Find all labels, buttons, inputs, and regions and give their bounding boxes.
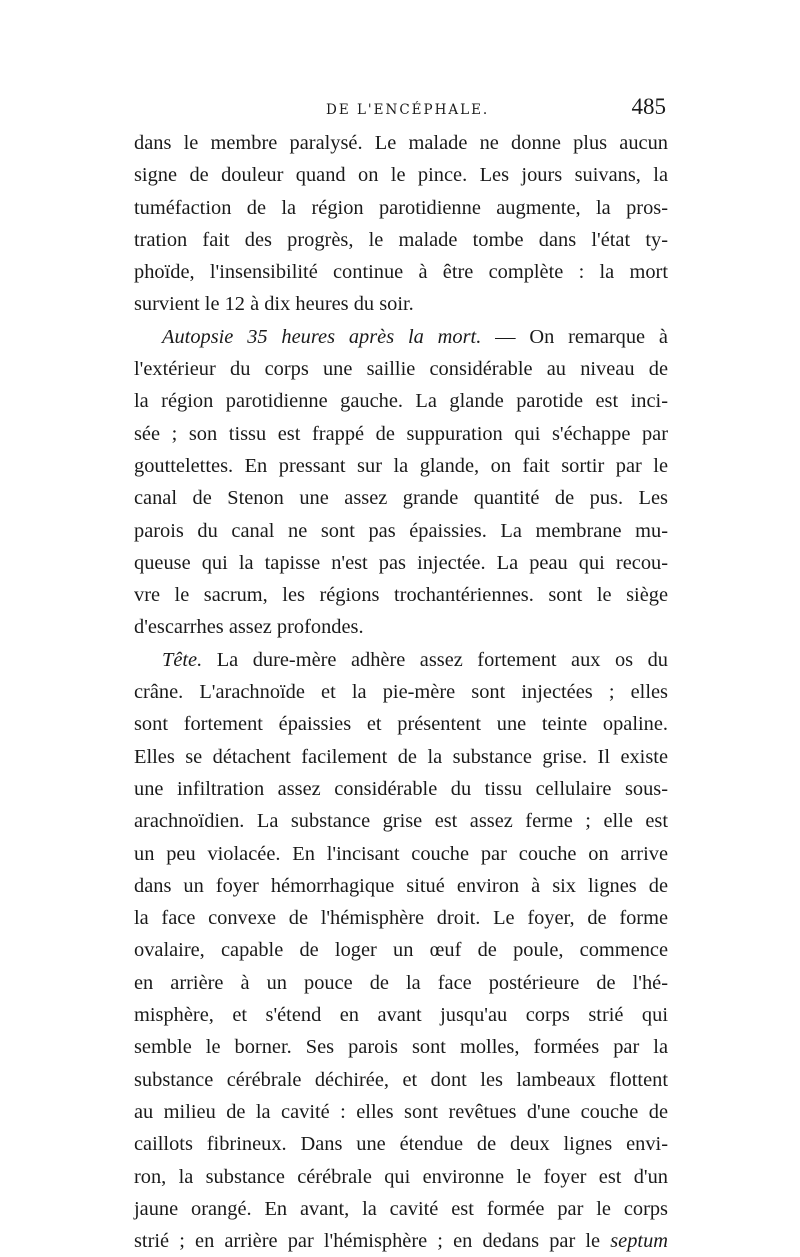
body-text bbox=[134, 127, 668, 1257]
text-line bbox=[134, 450, 668, 482]
text-segment: canal de Stenon une assez grande quantité de pus. Les bbox=[134, 487, 668, 510]
text-segment: — On remarque à bbox=[481, 325, 668, 348]
text-segment: queuse qui la tapisse n'est pas injectée. La peau qui recou- bbox=[134, 551, 668, 574]
text-segment: arachnoïdien. La substance grise est assez ferme ; elle est bbox=[134, 810, 668, 833]
text-segment: gouttelettes. En pressant sur la glande, on fait sortir par le bbox=[134, 454, 668, 477]
text-line bbox=[134, 321, 668, 353]
text-segment: sée ; son tissu est frappé de suppuration qui s'échappe par bbox=[134, 422, 668, 445]
text-line bbox=[134, 482, 668, 514]
text-line bbox=[134, 999, 668, 1031]
text-segment: vre le sacrum, les régions trochantériennes. sont le siège bbox=[134, 584, 668, 607]
running-head bbox=[136, 96, 666, 126]
text-segment: substance cérébrale déchirée, et dont les lambeaux flottent bbox=[134, 1068, 668, 1091]
text-segment: signe de douleur quand on le pince. Les jours suivans, la bbox=[134, 164, 668, 187]
text-line bbox=[134, 547, 668, 579]
text-segment: la face convexe de l'hémisphère droit. Le foyer, de forme bbox=[134, 907, 668, 930]
text-line bbox=[134, 870, 668, 902]
text-segment: sont fortement épaissies et présentent une teinte opaline. bbox=[134, 713, 668, 736]
text-segment: jaune orangé. En avant, la cavité est formée par le corps bbox=[134, 1197, 668, 1220]
page-number: 485 bbox=[631, 94, 666, 119]
text-segment: ovalaire, capable de loger un œuf de poule, commence bbox=[134, 939, 668, 962]
text-segment: ron, la substance cérébrale qui environne le foyer est d'un bbox=[134, 1165, 668, 1188]
text-line bbox=[134, 418, 668, 450]
text-line bbox=[134, 741, 668, 773]
text-segment: une infiltration assez considérable du tissu cellulaire sous- bbox=[134, 777, 668, 800]
text-segment: crâne. L'arachnoïde et la pie-mère sont injectées ; elles bbox=[134, 681, 668, 704]
text-segment: dans le membre paralysé. Le malade ne donne plus aucun bbox=[134, 132, 668, 154]
text-line bbox=[134, 1128, 668, 1160]
text-line bbox=[134, 1064, 668, 1096]
text-line bbox=[134, 902, 668, 934]
text-segment: au milieu de la cavité : elles sont revêtues d'une couche de bbox=[134, 1100, 668, 1123]
text-line bbox=[134, 288, 668, 320]
text-line bbox=[134, 773, 668, 805]
text-line bbox=[134, 224, 668, 256]
text-segment: d'escarrhes assez profondes. bbox=[134, 616, 364, 639]
text-line bbox=[134, 611, 668, 643]
text-segment: la région parotidienne gauche. La glande parotide est inci- bbox=[134, 390, 668, 413]
text-segment: dans un foyer hémorrhagique situé environ à six lignes de bbox=[134, 874, 668, 897]
text-segment: strié ; en arrière par l'hémisphère ; en dedans par le bbox=[134, 1230, 611, 1253]
text-line bbox=[134, 192, 668, 224]
text-line bbox=[134, 1161, 668, 1193]
text-segment: survient le 12 à dix heures du soir. bbox=[134, 293, 414, 316]
text-line bbox=[134, 805, 668, 837]
text-segment: La dure-mère adhère assez fortement aux os du bbox=[202, 648, 668, 671]
text-segment: l'extérieur du corps une saillie considérable au niveau de bbox=[134, 358, 668, 381]
text-line bbox=[134, 385, 668, 417]
text-segment: misphère, et s'étend en avant jusqu'au corps strié qui bbox=[134, 1004, 668, 1027]
text-line bbox=[134, 127, 668, 159]
text-segment: en arrière à un pouce de la face postérieure de l'hé- bbox=[134, 971, 668, 994]
text-segment: un peu violacée. En l'incisant couche par couche on arrive bbox=[134, 842, 668, 865]
text-line bbox=[134, 1225, 668, 1257]
text-line bbox=[134, 838, 668, 870]
text-line bbox=[134, 1096, 668, 1128]
italic-text: septum bbox=[610, 1230, 668, 1253]
text-segment: tuméfaction de la région parotidienne augmente, la pros- bbox=[134, 196, 668, 219]
text-segment: semble le borner. Ses parois sont molles, formées par la bbox=[134, 1036, 668, 1059]
running-title: DE L'ENCÉPHALE. bbox=[326, 102, 490, 118]
text-line bbox=[134, 353, 668, 385]
text-segment: parois du canal ne sont pas épaissies. La membrane mu- bbox=[134, 519, 668, 542]
text-line bbox=[134, 515, 668, 547]
italic-text: Autopsie 35 heures après la mort. bbox=[162, 325, 482, 348]
text-segment: tration fait des progrès, le malade tombe dans l'état ty- bbox=[134, 228, 668, 251]
text-line bbox=[134, 967, 668, 999]
text-line bbox=[134, 579, 668, 611]
text-line bbox=[134, 1031, 668, 1063]
text-line bbox=[134, 256, 668, 288]
text-segment: caillots fibrineux. Dans une étendue de deux lignes envi- bbox=[134, 1133, 668, 1156]
text-line bbox=[134, 708, 668, 740]
text-line bbox=[134, 644, 668, 676]
italic-text: Tête. bbox=[162, 648, 203, 671]
text-segment: Elles se détachent facilement de la substance grise. Il existe bbox=[134, 745, 668, 768]
text-line bbox=[134, 159, 668, 191]
text-segment: phoïde, l'insensibilité continue à être complète : la mort bbox=[134, 261, 668, 284]
text-line bbox=[134, 934, 668, 966]
text-line bbox=[134, 676, 668, 708]
text-line bbox=[134, 1193, 668, 1225]
